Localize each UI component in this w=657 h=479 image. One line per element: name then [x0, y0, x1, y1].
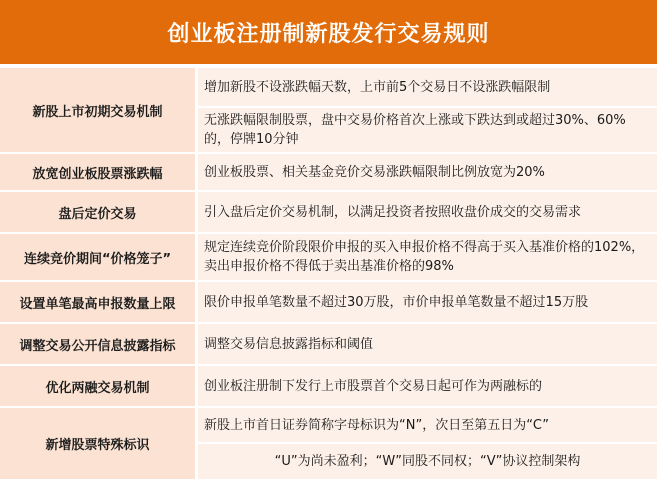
page-title: 创业板注册制新股发行交易规则	[0, 0, 657, 64]
row-detail: 增加新股不设涨跌幅天数，上市前5个交易日不设涨跌幅限制	[198, 68, 657, 106]
table-row	[0, 324, 657, 364]
rules-table	[0, 64, 657, 479]
row-label: 优化两融交易机制	[0, 366, 195, 406]
row-label: 盘后定价交易	[0, 192, 195, 232]
row-detail: 无涨跌幅限制股票，盘中交易价格首次上涨或下跌达到或超过30%、60%的，停牌10分钟	[198, 108, 657, 152]
row-label: 连续竞价期间“价格笼子”	[0, 234, 195, 280]
row-detail: 规定连续竞价阶段限价申报的买入申报价格不得高于买入基准价格的102%，卖出申报价格不得低于卖出基准价格的98%	[198, 234, 657, 280]
row-detail: 创业板注册制下发行上市股票首个交易日起可作为两融标的	[198, 366, 657, 406]
row-label: 新股上市初期交易机制	[0, 68, 195, 152]
row-label: 放宽创业板股票涨跌幅	[0, 154, 195, 190]
row-detail: 新股上市首日证券简称字母标识为“N”，次日至第五日为“C”	[198, 408, 657, 442]
table-row	[0, 192, 657, 232]
row-detail: 调整交易信息披露指标和阈值	[198, 324, 657, 364]
row-label: 调整交易公开信息披露指标	[0, 324, 195, 364]
table-row	[0, 408, 657, 479]
row-label: 设置单笔最高申报数量上限	[0, 282, 195, 322]
table-row	[0, 234, 657, 280]
row-label: 新增股票特殊标识	[0, 408, 195, 479]
table-row	[0, 366, 657, 406]
table-row	[0, 68, 657, 152]
row-detail: 限价申报单笔数量不超过30万股，市价申报单笔数量不超过15万股	[198, 282, 657, 322]
row-detail: 创业板股票、相关基金竞价交易涨跌幅限制比例放宽为20%	[198, 154, 657, 190]
row-detail: “U”为尚未盈利；“W”同股不同权；“V”协议控制架构	[198, 444, 657, 479]
table-row	[0, 282, 657, 322]
table-row	[0, 154, 657, 190]
row-detail: 引入盘后定价交易机制，以满足投资者按照收盘价成交的交易需求	[198, 192, 657, 232]
